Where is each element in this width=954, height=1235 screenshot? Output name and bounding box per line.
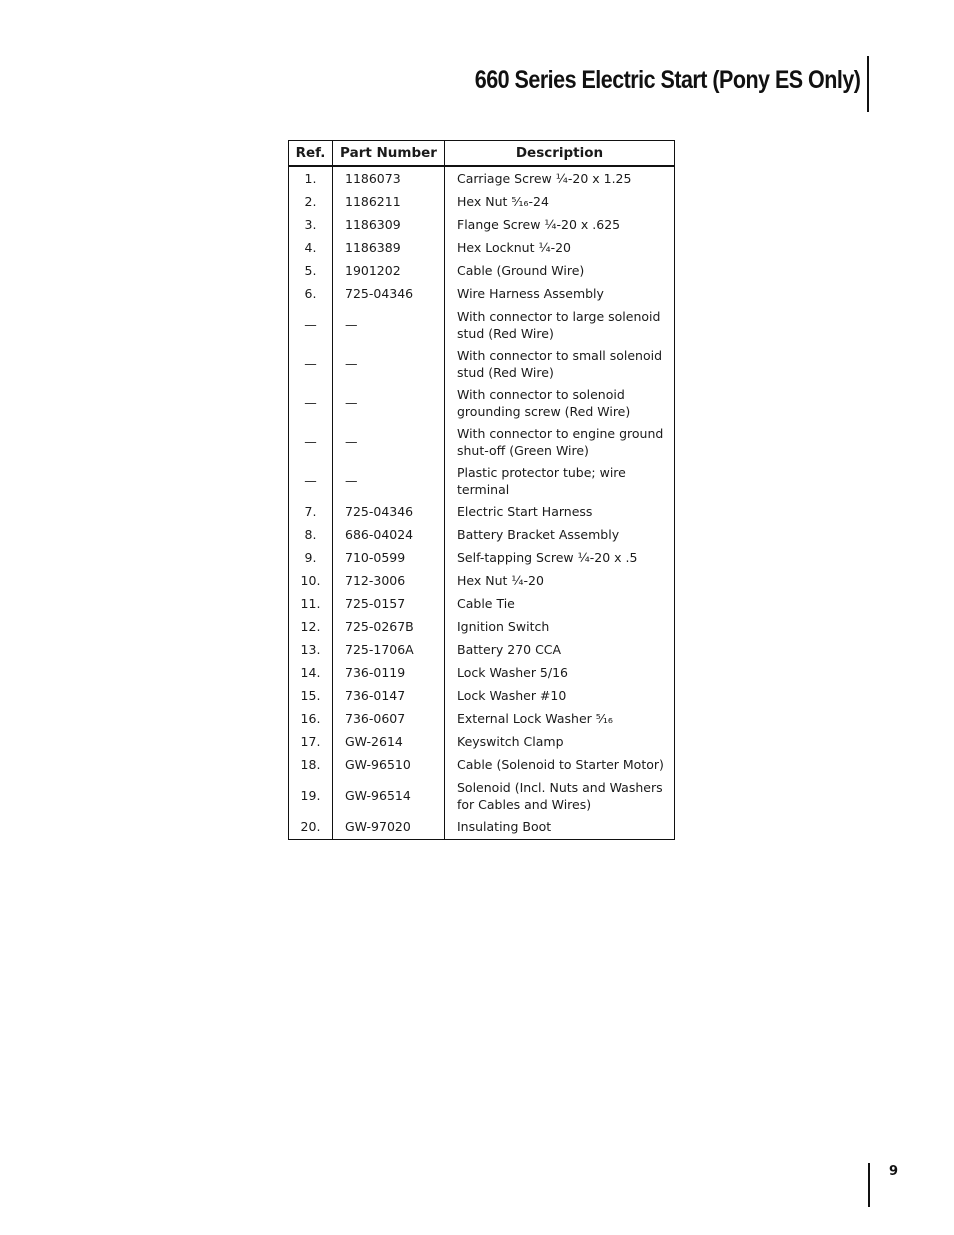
table-row bbox=[289, 616, 675, 639]
description-cell: External Lock Washer ⁵⁄₁₆ bbox=[445, 708, 675, 731]
page-number-rule bbox=[868, 1163, 870, 1207]
part-number-cell: 1186211 bbox=[333, 191, 445, 214]
table-row bbox=[289, 685, 675, 708]
ref-cell: — bbox=[304, 473, 317, 489]
table-row bbox=[289, 237, 675, 260]
description-cell: Electric Start Harness bbox=[445, 501, 675, 524]
ref-cell: 20. bbox=[300, 819, 321, 835]
table-row bbox=[289, 593, 675, 616]
ref-cell: 10. bbox=[300, 573, 321, 589]
description-cell: Insulating Boot bbox=[445, 816, 675, 840]
part-number-cell: GW-96514 bbox=[333, 777, 445, 816]
part-number-cell: 725-04346 bbox=[333, 283, 445, 306]
part-number-cell: — bbox=[333, 306, 445, 345]
table-row bbox=[289, 639, 675, 662]
description-cell: Solenoid (Incl. Nuts and Washers for Cables and Wires) bbox=[445, 777, 675, 816]
part-number-cell: 712-3006 bbox=[333, 570, 445, 593]
ref-cell: 1. bbox=[304, 171, 317, 187]
part-number-cell: 725-1706A bbox=[333, 639, 445, 662]
description-cell: Hex Nut ⁵⁄₁₆-24 bbox=[445, 191, 675, 214]
part-number-cell: 736-0147 bbox=[333, 685, 445, 708]
part-number-cell: GW-97020 bbox=[333, 816, 445, 840]
description-cell: Battery 270 CCA bbox=[445, 639, 675, 662]
part-number-cell: — bbox=[333, 423, 445, 462]
description-cell: Plastic protector tube; wire terminal bbox=[445, 462, 675, 501]
ref-cell: 17. bbox=[300, 734, 321, 750]
page-title: 660 Series Electric Start (Pony ES Only) bbox=[474, 66, 860, 94]
table-row bbox=[289, 166, 675, 191]
part-number-cell: 1186389 bbox=[333, 237, 445, 260]
ref-cell: 2. bbox=[304, 194, 317, 210]
ref-cell: 7. bbox=[304, 504, 317, 520]
part-number-cell: 1186309 bbox=[333, 214, 445, 237]
part-number-cell: 725-0267B bbox=[333, 616, 445, 639]
description-cell: Flange Screw ¼-20 x .625 bbox=[445, 214, 675, 237]
ref-cell: 19. bbox=[300, 788, 321, 804]
description-cell: Carriage Screw ¼-20 x 1.25 bbox=[445, 166, 675, 191]
table-row bbox=[289, 731, 675, 754]
ref-cell: 15. bbox=[300, 688, 321, 704]
ref-cell: 6. bbox=[304, 286, 317, 302]
title-rule bbox=[867, 56, 869, 112]
ref-cell: 18. bbox=[300, 757, 321, 773]
part-number-cell: 1186073 bbox=[333, 166, 445, 191]
parts-table-body bbox=[289, 166, 675, 840]
part-number-cell: GW-2614 bbox=[333, 731, 445, 754]
description-cell: Wire Harness Assembly bbox=[445, 283, 675, 306]
table-row bbox=[289, 501, 675, 524]
table-row bbox=[289, 524, 675, 547]
ref-cell: 11. bbox=[300, 596, 321, 612]
description-cell: With connector to solenoid grounding screw (Red Wire) bbox=[445, 384, 675, 423]
ref-cell: 14. bbox=[300, 665, 321, 681]
ref-cell: — bbox=[304, 317, 317, 333]
description-cell: Self-tapping Screw ¼-20 x .5 bbox=[445, 547, 675, 570]
table-row bbox=[289, 384, 675, 423]
ref-cell: 8. bbox=[304, 527, 317, 543]
part-number-cell: — bbox=[333, 384, 445, 423]
part-number-cell: 736-0607 bbox=[333, 708, 445, 731]
table-row bbox=[289, 754, 675, 777]
description-cell: With connector to small solenoid stud (Red Wire) bbox=[445, 345, 675, 384]
parts-table bbox=[288, 140, 675, 840]
description-cell: With connector to large solenoid stud (Red Wire) bbox=[445, 306, 675, 345]
part-number-cell: GW-96510 bbox=[333, 754, 445, 777]
description-cell: Lock Washer #10 bbox=[445, 685, 675, 708]
table-row bbox=[289, 547, 675, 570]
ref-cell: 13. bbox=[300, 642, 321, 658]
description-cell: Hex Nut ¼-20 bbox=[445, 570, 675, 593]
table-row bbox=[289, 306, 675, 345]
ref-cell: 9. bbox=[304, 550, 317, 566]
table-row bbox=[289, 570, 675, 593]
description-cell: With connector to engine ground shut-off (Green Wire) bbox=[445, 423, 675, 462]
column-header-ref: Ref. bbox=[289, 141, 333, 167]
table-row bbox=[289, 777, 675, 816]
column-header-description: Description bbox=[445, 141, 675, 167]
table-row bbox=[289, 283, 675, 306]
part-number-cell: 725-04346 bbox=[333, 501, 445, 524]
part-number-cell: 725-0157 bbox=[333, 593, 445, 616]
table-row bbox=[289, 345, 675, 384]
ref-cell: 12. bbox=[300, 619, 321, 635]
description-cell: Cable (Solenoid to Starter Motor) bbox=[445, 754, 675, 777]
ref-cell: 4. bbox=[304, 240, 317, 256]
column-header-part-number: Part Number bbox=[333, 141, 445, 167]
table-row bbox=[289, 708, 675, 731]
ref-cell: 3. bbox=[304, 217, 317, 233]
part-number-cell: — bbox=[333, 462, 445, 501]
description-cell: Cable (Ground Wire) bbox=[445, 260, 675, 283]
part-number-cell: 736-0119 bbox=[333, 662, 445, 685]
part-number-cell: 710-0599 bbox=[333, 547, 445, 570]
part-number-cell: 686-04024 bbox=[333, 524, 445, 547]
table-row bbox=[289, 423, 675, 462]
description-cell: Battery Bracket Assembly bbox=[445, 524, 675, 547]
description-cell: Cable Tie bbox=[445, 593, 675, 616]
table-row bbox=[289, 816, 675, 840]
table-row bbox=[289, 260, 675, 283]
description-cell: Lock Washer 5/16 bbox=[445, 662, 675, 685]
ref-cell: 5. bbox=[304, 263, 317, 279]
table-row bbox=[289, 462, 675, 501]
ref-cell: — bbox=[304, 395, 317, 411]
description-cell: Ignition Switch bbox=[445, 616, 675, 639]
ref-cell: — bbox=[304, 356, 317, 372]
ref-cell: 16. bbox=[300, 711, 321, 727]
part-number-cell: — bbox=[333, 345, 445, 384]
table-row bbox=[289, 214, 675, 237]
page-number: 9 bbox=[889, 1164, 899, 1179]
part-number-cell: 1901202 bbox=[333, 260, 445, 283]
description-cell: Keyswitch Clamp bbox=[445, 731, 675, 754]
table-row bbox=[289, 662, 675, 685]
description-cell: Hex Locknut ¼-20 bbox=[445, 237, 675, 260]
ref-cell: — bbox=[304, 434, 317, 450]
table-header-row bbox=[289, 141, 675, 167]
table-row bbox=[289, 191, 675, 214]
